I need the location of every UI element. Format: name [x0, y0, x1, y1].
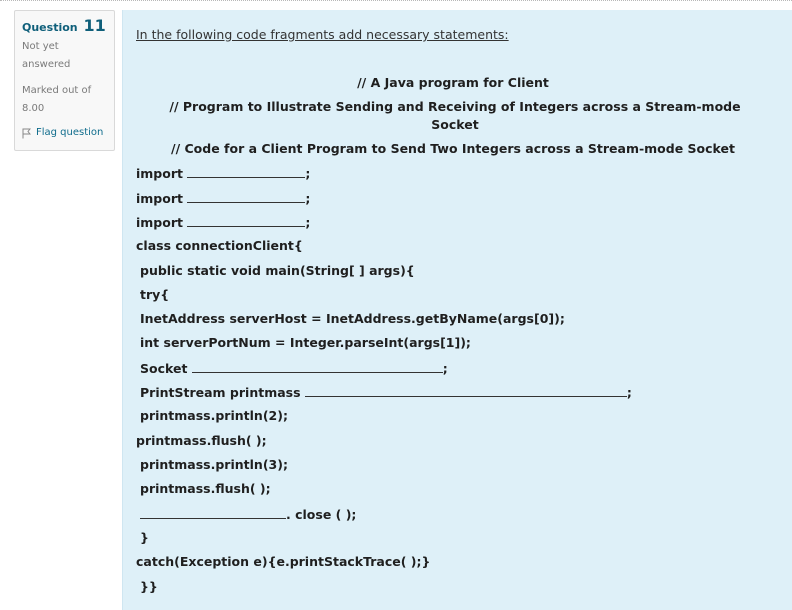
import-blank-2[interactable] [187, 190, 305, 203]
flush-line-2: printmass.flush( ); [140, 481, 271, 496]
semicolon: ; [626, 385, 632, 400]
question-number-value: 11 [83, 16, 106, 35]
import-line-1 [136, 165, 310, 182]
main-declaration: public static void main(String[ ] args){ [140, 263, 415, 278]
question-state: Not yet answered [22, 41, 71, 70]
printstream-keyword: PrintStream printmass [140, 385, 301, 400]
comment-heading-2: // Program to Illustrate Sending and Receiving of Integers across a Stream-mode Socket [169, 99, 741, 132]
socket-line [140, 360, 448, 377]
flag-question-link[interactable] [22, 126, 107, 140]
top-divider [0, 0, 792, 4]
semicolon: ; [442, 361, 448, 376]
close-line [140, 506, 356, 523]
question-label: Question [22, 21, 78, 34]
inet-address-line: InetAddress serverHost = InetAddress.getByName(args[0]); [140, 311, 565, 326]
close-call: . close ( ); [286, 507, 357, 522]
socket-blank[interactable] [192, 360, 443, 373]
try-open: try{ [140, 287, 170, 302]
flag-icon [22, 128, 31, 139]
import-blank-3[interactable] [187, 214, 305, 227]
comment-heading-1: // A Java program for Client [357, 75, 549, 90]
flush-line-1: printmass.flush( ); [136, 433, 267, 448]
flag-question-label: Flag question [36, 127, 104, 138]
println-3-line: printmass.println(3); [140, 457, 288, 472]
question-content [122, 10, 792, 610]
catch-line: catch(Exception e){e.printStackTrace( );} [136, 554, 431, 569]
printstream-line [140, 384, 632, 401]
class-declaration: class connectionClient{ [136, 238, 303, 253]
instruction-text: In the following code fragments add necessary statements: [136, 27, 509, 42]
comment-heading-3: // Code for a Client Program to Send Two Integers across a Stream-mode Socket [171, 141, 735, 156]
end-braces: }} [140, 579, 158, 594]
import-keyword: import [136, 166, 183, 181]
semicolon: ; [305, 166, 311, 181]
println-2-line: printmass.println(2); [140, 408, 288, 423]
import-keyword: import [136, 191, 183, 206]
question-number [22, 17, 107, 37]
import-line-2 [136, 190, 310, 207]
socket-keyword: Socket [140, 361, 188, 376]
import-blank-1[interactable] [187, 165, 305, 178]
try-close-brace: } [140, 530, 149, 545]
import-line-3 [136, 214, 310, 231]
port-line: int serverPortNum = Integer.parseInt(args[1]); [140, 335, 471, 350]
close-blank[interactable] [140, 506, 286, 519]
question-grade: Marked out of 8.00 [22, 85, 92, 114]
import-keyword: import [136, 215, 183, 230]
semicolon: ; [305, 191, 311, 206]
printstream-blank[interactable] [305, 384, 627, 397]
question-info-panel [14, 10, 115, 151]
semicolon: ; [305, 215, 311, 230]
